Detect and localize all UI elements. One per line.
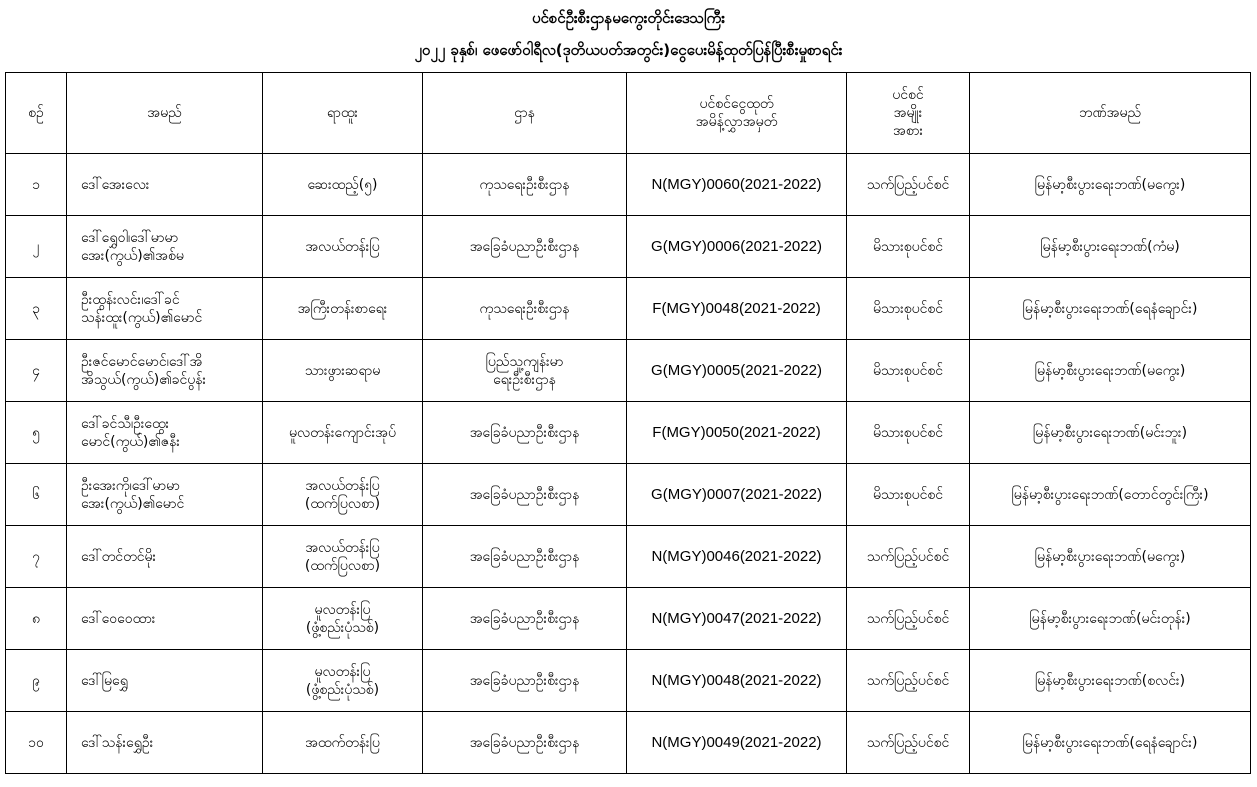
- cell-name: [67, 154, 263, 216]
- cell-rank: [263, 216, 423, 278]
- cell-rank: [263, 650, 423, 712]
- cell-rank-line: အကြီးတန်းစာရေး: [297, 300, 388, 317]
- cell-rank: [263, 278, 423, 340]
- cell-name-line: ဒေါ်ဝေဝေထား: [81, 610, 156, 627]
- cell-type: သက်ပြည့်ပင်စင်: [847, 712, 970, 774]
- cell-rank: [263, 154, 423, 216]
- cell-name: [67, 464, 263, 526]
- cell-name: [67, 340, 263, 402]
- cell-bank: မြန်မာ့စီးပွားရေးဘဏ်(စလင်း): [970, 650, 1251, 712]
- cell-rank-line: အထက်တန်းပြ: [305, 734, 380, 751]
- table-row: [6, 402, 1251, 464]
- cell-dept-line: အခြေခံပညာဦးစီးဌာန: [469, 238, 580, 255]
- cell-rank-line: အလယ်တန်းပြ: [305, 477, 380, 494]
- table-row: [6, 216, 1251, 278]
- cell-name: [67, 712, 263, 774]
- cell-bank: မြန်မာ့စီးပွားရေးဘဏ်(မကွေး): [970, 340, 1251, 402]
- cell-type: သက်ပြည့်ပင်စင်: [847, 588, 970, 650]
- cell-no: ၅: [6, 402, 67, 464]
- cell-type: မိသားစုပင်စင်: [847, 340, 970, 402]
- cell-order-no: F(MGY)0048(2021-2022): [627, 278, 847, 340]
- pension-table: [5, 72, 1251, 774]
- document-title: ပင်စင်ဦးစီးဌာနမကွေးတိုင်းဒေသကြီး: [531, 9, 726, 27]
- cell-name-line: ဒေါ်ခင်သီ၊ဦးထွေး: [81, 415, 170, 432]
- cell-dept: [423, 650, 627, 712]
- header-dept: ဌာန: [423, 73, 627, 154]
- cell-bank: မြန်မာ့စီးပွားရေးဘဏ်(ရေနံချောင်း): [970, 278, 1251, 340]
- cell-no: ၇: [6, 526, 67, 588]
- table-row: [6, 712, 1251, 774]
- table-row: [6, 278, 1251, 340]
- cell-bank: မြန်မာ့စီးပွားရေးဘဏ်(မကွေး): [970, 154, 1251, 216]
- cell-dept: [423, 216, 627, 278]
- header-rank: ရာထူး: [263, 73, 423, 154]
- cell-dept-line: အခြေခံပညာဦးစီးဌာန: [469, 486, 580, 503]
- cell-type: သက်ပြည့်ပင်စင်: [847, 526, 970, 588]
- cell-bank: မြန်မာ့စီးပွားရေးဘဏ်(တောင်တွင်းကြီး): [970, 464, 1251, 526]
- table-row: [6, 340, 1251, 402]
- cell-name-line: သန်းထူး(ကွယ်)၏မောင်: [81, 309, 203, 326]
- header-type-line: အစား: [892, 123, 924, 139]
- cell-no: ၄: [6, 340, 67, 402]
- cell-name: [67, 650, 263, 712]
- cell-order-no: G(MGY)0007(2021-2022): [627, 464, 847, 526]
- cell-no: ၁၀: [6, 712, 67, 774]
- table-row: [6, 154, 1251, 216]
- table-row: [6, 588, 1251, 650]
- cell-order-no: F(MGY)0050(2021-2022): [627, 402, 847, 464]
- cell-name: [67, 278, 263, 340]
- cell-dept-line: ရေးဦးစီးဌာန: [493, 371, 556, 388]
- cell-type: သက်ပြည့်ပင်စင်: [847, 650, 970, 712]
- cell-name: [67, 216, 263, 278]
- cell-dept-line: အခြေခံပညာဦးစီးဌာန: [469, 610, 580, 627]
- cell-no: ၉: [6, 650, 67, 712]
- cell-name-line: ဒေါ်တင်တင်မိုး: [81, 548, 157, 565]
- cell-rank: [263, 402, 423, 464]
- cell-dept: [423, 340, 627, 402]
- cell-type: မိသားစုပင်စင်: [847, 278, 970, 340]
- cell-name: [67, 588, 263, 650]
- cell-dept-line: အခြေခံပညာဦးစီးဌာန: [469, 548, 580, 565]
- cell-name-line: အေး(ကွယ်)၏မောင်: [81, 495, 185, 512]
- header-order-no: [627, 73, 847, 154]
- cell-name-line: မောင်(ကွယ်)၏ဇနီး: [81, 433, 180, 450]
- header-type-line: ပင်စင်: [892, 87, 924, 103]
- cell-rank-line: မူလတန်းပြ: [314, 601, 371, 618]
- cell-rank-line: အလယ်တန်းပြ: [305, 238, 380, 255]
- cell-name-line: ဒေါ်မြရွှေ: [81, 672, 128, 689]
- cell-dept: [423, 712, 627, 774]
- cell-rank-line: အလယ်တန်းပြ: [305, 539, 380, 556]
- cell-rank-line: (ထက်ပြလစာ): [304, 557, 381, 574]
- cell-dept-line: ကုသရေးဦးစီးဌာန: [479, 176, 570, 193]
- cell-dept-line: ပြည်သူ့ကျန်းမာ: [485, 353, 564, 370]
- cell-name: [67, 402, 263, 464]
- cell-order-no: G(MGY)0006(2021-2022): [627, 216, 847, 278]
- cell-dept: [423, 154, 627, 216]
- cell-order-no: N(MGY)0049(2021-2022): [627, 712, 847, 774]
- cell-name-line: ဦးဇင်မောင်မောင်၊ဒေါ်အိ: [81, 353, 203, 370]
- cell-dept: [423, 402, 627, 464]
- table-body: [6, 154, 1251, 774]
- cell-rank: [263, 340, 423, 402]
- header-no: စဉ်: [6, 73, 67, 154]
- cell-name-line: ဒေါ်ရွှေဝါ၊ဒေါ်မာမာ: [81, 229, 179, 246]
- cell-no: ၁: [6, 154, 67, 216]
- cell-dept-line: ကုသရေးဦးစီးဌာန: [479, 300, 570, 317]
- cell-name: [67, 526, 263, 588]
- cell-bank: မြန်မာ့စီးပွားရေးဘဏ်(မင်းဘူး): [970, 402, 1251, 464]
- cell-dept-line: အခြေခံပညာဦးစီးဌာန: [469, 734, 580, 751]
- cell-no: ၃: [6, 278, 67, 340]
- cell-rank: [263, 712, 423, 774]
- cell-rank-line: (ဖွံ့စည်းပုံသစ်): [305, 681, 380, 698]
- cell-order-no: G(MGY)0005(2021-2022): [627, 340, 847, 402]
- cell-type: မိသားစုပင်စင်: [847, 216, 970, 278]
- table-row: [6, 650, 1251, 712]
- cell-rank-line: (ဖွံ့စည်းပုံသစ်): [305, 619, 380, 636]
- cell-no: ၂: [6, 216, 67, 278]
- cell-dept: [423, 278, 627, 340]
- header-type-line: အမျိုး: [893, 105, 923, 121]
- header-type: [847, 73, 970, 154]
- cell-name-line: အိသွယ်(ကွယ်)၏ခင်ပွန်း: [81, 371, 207, 388]
- cell-rank: [263, 526, 423, 588]
- cell-bank: မြန်မာ့စီးပွားရေးဘဏ်(ရေနံချောင်း): [970, 712, 1251, 774]
- cell-name-line: ဦးထွန်းလင်း၊ဒေါ်ခင်: [81, 291, 180, 308]
- cell-name-line: ဦးအေးကို၊ဒေါ်မာမာ: [81, 477, 180, 494]
- cell-rank-line: မူလတန်းကျောင်းအုပ်: [289, 424, 396, 441]
- cell-dept: [423, 464, 627, 526]
- cell-order-no: N(MGY)0046(2021-2022): [627, 526, 847, 588]
- header-name: အမည်: [67, 73, 263, 154]
- cell-type: မိသားစုပင်စင်: [847, 402, 970, 464]
- cell-bank: မြန်မာ့စီးပွားရေးဘဏ်(မကွေး): [970, 526, 1251, 588]
- cell-type: မိသားစုပင်စင်: [847, 464, 970, 526]
- header-bank: ဘဏ်အမည်: [970, 73, 1251, 154]
- cell-dept: [423, 526, 627, 588]
- cell-rank-line: (ထက်ပြလစာ): [304, 495, 381, 512]
- cell-order-no: N(MGY)0060(2021-2022): [627, 154, 847, 216]
- cell-name-line: ဒေါ်အေးလေး: [81, 176, 150, 193]
- cell-name-line: အေး(ကွယ်)၏အစ်မ: [81, 247, 184, 264]
- cell-order-no: N(MGY)0048(2021-2022): [627, 650, 847, 712]
- cell-rank-line: ဆေးထည့်(၅): [307, 176, 378, 193]
- cell-rank: [263, 588, 423, 650]
- cell-name-line: ဒေါ်သန်းရွှေဦး: [81, 734, 154, 751]
- cell-rank-line: မူလတန်းပြ: [314, 663, 371, 680]
- cell-dept-line: အခြေခံပညာဦးစီးဌာန: [469, 424, 580, 441]
- cell-no: ၈: [6, 588, 67, 650]
- header-order-no-line: ပင်စင်ငွေထုတ်: [699, 96, 774, 112]
- cell-order-no: N(MGY)0047(2021-2022): [627, 588, 847, 650]
- table-header-row: [6, 73, 1251, 154]
- table-row: [6, 464, 1251, 526]
- header-order-no-line: အမိန့်လွှာအမှတ်: [695, 114, 778, 130]
- document-subtitle: ၂၀၂၂ ခုနှစ်၊ ဖေဖော်ဝါရီလ(ဒုတိယပတ်အတွင်း)ငွေပေးမိန့်ထုတ်ပြန်ပြီးစီးမှုစာရင်း: [414, 41, 843, 59]
- cell-bank: မြန်မာ့စီးပွားရေးဘဏ်(ကံမ): [970, 216, 1251, 278]
- cell-dept-line: အခြေခံပညာဦးစီးဌာန: [469, 672, 580, 689]
- cell-rank: [263, 464, 423, 526]
- cell-bank: မြန်မာ့စီးပွားရေးဘဏ်(မင်းတုန်း): [970, 588, 1251, 650]
- cell-dept: [423, 588, 627, 650]
- cell-no: ၆: [6, 464, 67, 526]
- cell-rank-line: သားဖွားဆရာမ: [304, 362, 381, 379]
- cell-type: သက်ပြည့်ပင်စင်: [847, 154, 970, 216]
- table-row: [6, 526, 1251, 588]
